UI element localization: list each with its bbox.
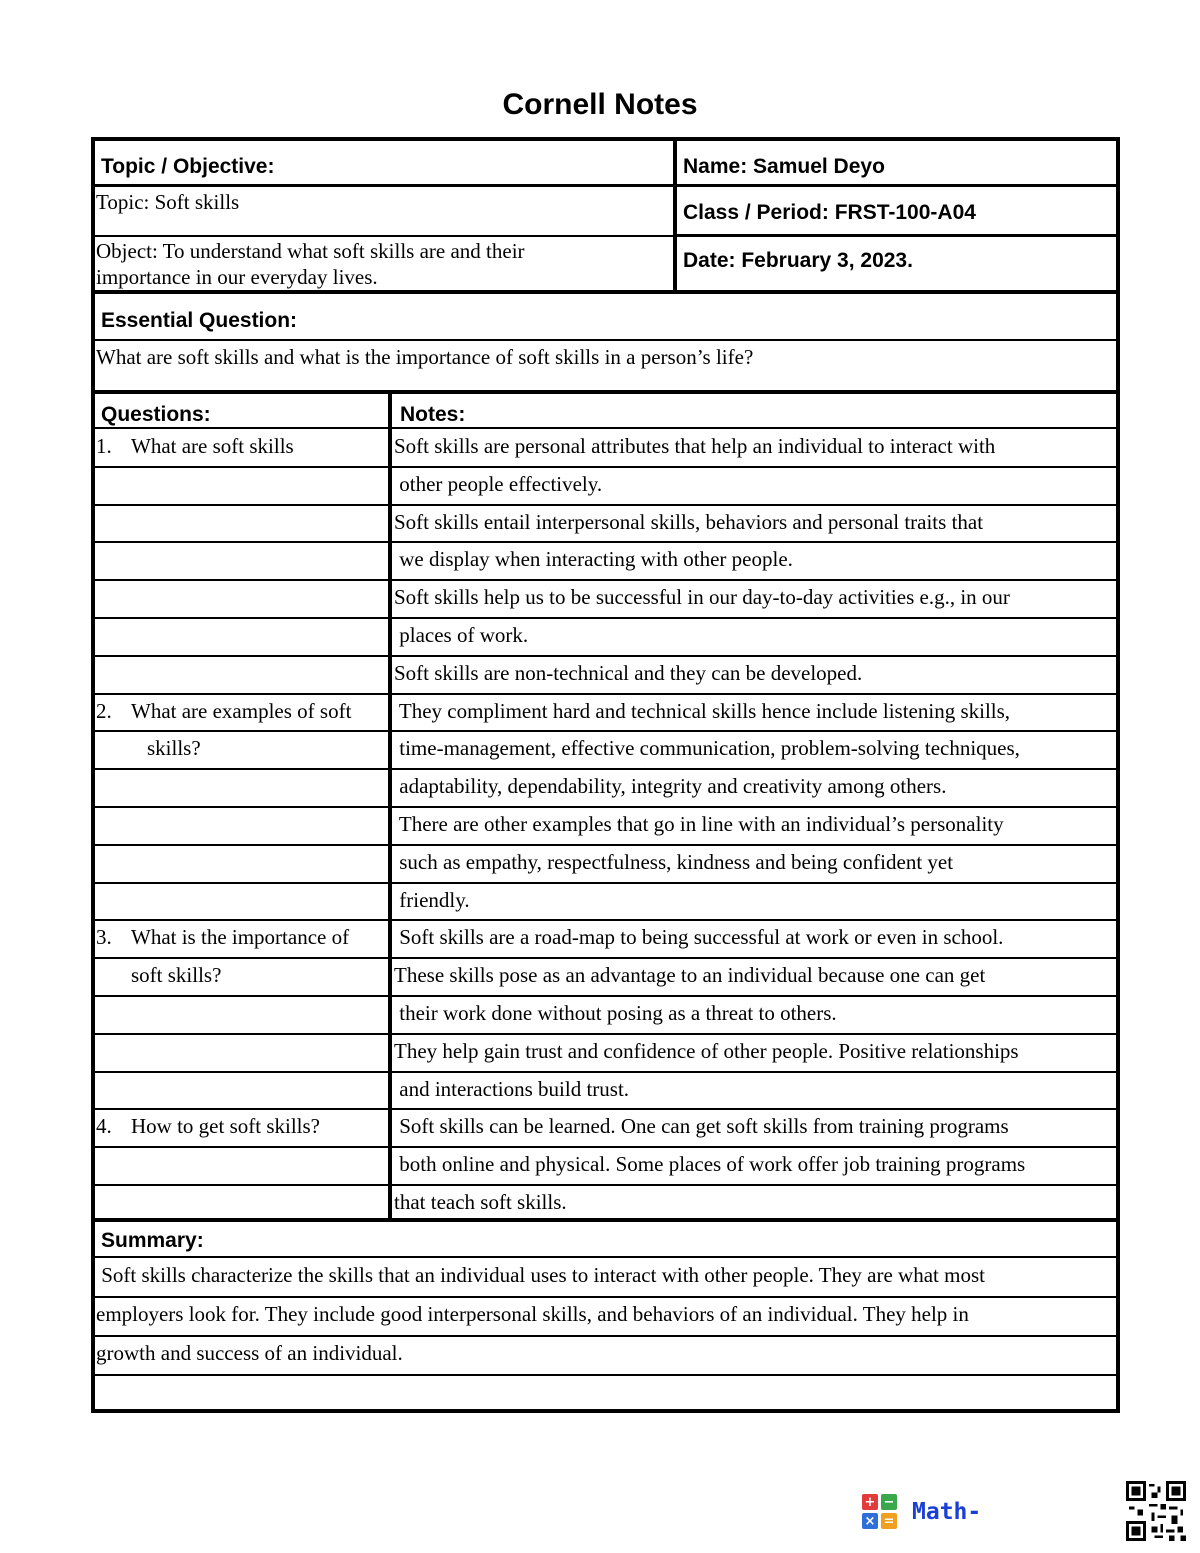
class-period-field: Class / Period: FRST-100-A04 bbox=[683, 201, 976, 224]
row-divider bbox=[95, 693, 1116, 695]
note-line: Soft skills are a road-map to being successful at work or even in school. bbox=[394, 925, 1004, 950]
objective-line: importance in our everyday lives. bbox=[96, 265, 378, 289]
question-text: What is the importance of bbox=[131, 925, 350, 950]
header-row-divider bbox=[95, 184, 1116, 187]
row-divider bbox=[95, 957, 1116, 959]
note-line: their work done without posing as a threat to others. bbox=[394, 1001, 837, 1025]
objective-line: Object: To understand what soft skills are and their bbox=[96, 239, 525, 263]
essential-question-text: What are soft skills and what is the importance of soft skills in a person’s life? bbox=[96, 345, 754, 369]
summary-label: Summary: bbox=[101, 1229, 204, 1252]
notes-label: Notes: bbox=[400, 403, 466, 426]
note-line: There are other examples that go in line with an individual’s personality bbox=[394, 812, 1004, 836]
question-text: soft skills? bbox=[131, 963, 222, 988]
note-line: adaptability, dependability, integrity and creativity among others. bbox=[394, 774, 947, 799]
summary-line: Soft skills characterize the skills that an individual uses to interact with other people. They are what most bbox=[96, 1263, 985, 1287]
row-divider bbox=[95, 1296, 1116, 1298]
header-row-divider bbox=[673, 234, 1116, 237]
row-divider bbox=[95, 806, 1116, 808]
summary-line: growth and success of an individual. bbox=[96, 1341, 403, 1365]
note-line: They help gain trust and confidence of other people. Positive relationships bbox=[394, 1038, 1019, 1063]
row-divider bbox=[95, 541, 1116, 543]
calculator-icon: + − × = bbox=[862, 1494, 898, 1530]
row-divider bbox=[95, 427, 1116, 429]
header-vertical-divider bbox=[673, 141, 677, 292]
note-line: other people effectively. bbox=[394, 471, 603, 496]
row-divider bbox=[95, 730, 1116, 732]
row-divider bbox=[95, 1256, 1116, 1258]
note-line: Soft skills are non-technical and they can be developed. bbox=[394, 660, 863, 685]
header-row-divider bbox=[95, 235, 673, 237]
row-divider bbox=[95, 995, 1116, 997]
row-divider bbox=[95, 1146, 1116, 1148]
row-divider bbox=[95, 1335, 1116, 1337]
section-divider bbox=[95, 290, 1116, 294]
row-divider bbox=[95, 466, 1116, 468]
question-number: 4. bbox=[96, 1114, 112, 1139]
date-field: Date: February 3, 2023. bbox=[683, 249, 913, 272]
brand-text: Math- bbox=[912, 1499, 982, 1525]
note-line: friendly. bbox=[394, 887, 470, 912]
question-text: What are soft skills bbox=[131, 434, 294, 458]
row-divider bbox=[95, 504, 1116, 506]
note-line: They compliment hard and technical skills hence include listening skills, bbox=[394, 698, 1011, 723]
row-divider bbox=[95, 579, 1116, 581]
question-number: 3. bbox=[96, 925, 112, 950]
footer-brand bbox=[862, 1494, 981, 1530]
row-divider bbox=[95, 339, 1116, 341]
note-line: time-management, effective communication, problem-solving techniques, bbox=[394, 736, 1020, 761]
cornell-notes-table bbox=[91, 137, 1120, 1413]
note-line: places of work. bbox=[394, 623, 529, 647]
section-divider bbox=[95, 390, 1116, 394]
question-text: How to get soft skills? bbox=[131, 1114, 320, 1139]
note-line: we display when interacting with other people. bbox=[394, 547, 793, 572]
topic-text: Topic: Soft skills bbox=[96, 190, 240, 214]
note-line: that teach soft skills. bbox=[394, 1190, 567, 1214]
note-line: and interactions build trust. bbox=[394, 1076, 630, 1101]
summary-line: employers look for. They include good interpersonal skills, and behaviors of an individual. They help in bbox=[96, 1302, 969, 1326]
note-line: such as empathy, respectfulness, kindness and being confident yet bbox=[394, 849, 954, 874]
note-line: Soft skills entail interpersonal skills, behaviors and personal traits that bbox=[394, 509, 984, 534]
row-divider bbox=[95, 1184, 1116, 1186]
question-text: skills? bbox=[147, 736, 201, 761]
note-line: These skills pose as an advantage to an individual because one can get bbox=[394, 963, 986, 988]
row-divider bbox=[95, 1071, 1116, 1073]
section-divider bbox=[95, 1218, 1116, 1222]
row-divider bbox=[95, 844, 1116, 846]
essential-question-label: Essential Question: bbox=[101, 309, 298, 332]
questions-label: Questions: bbox=[101, 403, 211, 426]
row-divider bbox=[95, 768, 1116, 770]
row-divider bbox=[95, 617, 1116, 619]
name-field: Name: Samuel Deyo bbox=[683, 155, 885, 178]
row-divider bbox=[95, 1108, 1116, 1110]
qr-code-icon bbox=[1126, 1481, 1186, 1541]
row-divider bbox=[95, 882, 1116, 884]
question-text: What are examples of soft bbox=[131, 698, 352, 723]
note-line: Soft skills are personal attributes that help an individual to interact with bbox=[394, 434, 996, 458]
row-divider bbox=[95, 919, 1116, 921]
question-number: 2. bbox=[96, 698, 112, 723]
note-line: Soft skills can be learned. One can get soft skills from training programs bbox=[394, 1114, 1009, 1139]
page-title: Cornell Notes bbox=[502, 88, 698, 121]
row-divider bbox=[95, 1374, 1116, 1376]
question-number: 1. bbox=[96, 434, 112, 458]
note-line: both online and physical. Some places of work offer job training programs bbox=[394, 1152, 1026, 1177]
topic-objective-label: Topic / Objective: bbox=[101, 155, 275, 178]
note-line: Soft skills help us to be successful in our day-to-day activities e.g., in our bbox=[394, 585, 1010, 610]
row-divider bbox=[95, 655, 1116, 657]
row-divider bbox=[95, 1033, 1116, 1035]
